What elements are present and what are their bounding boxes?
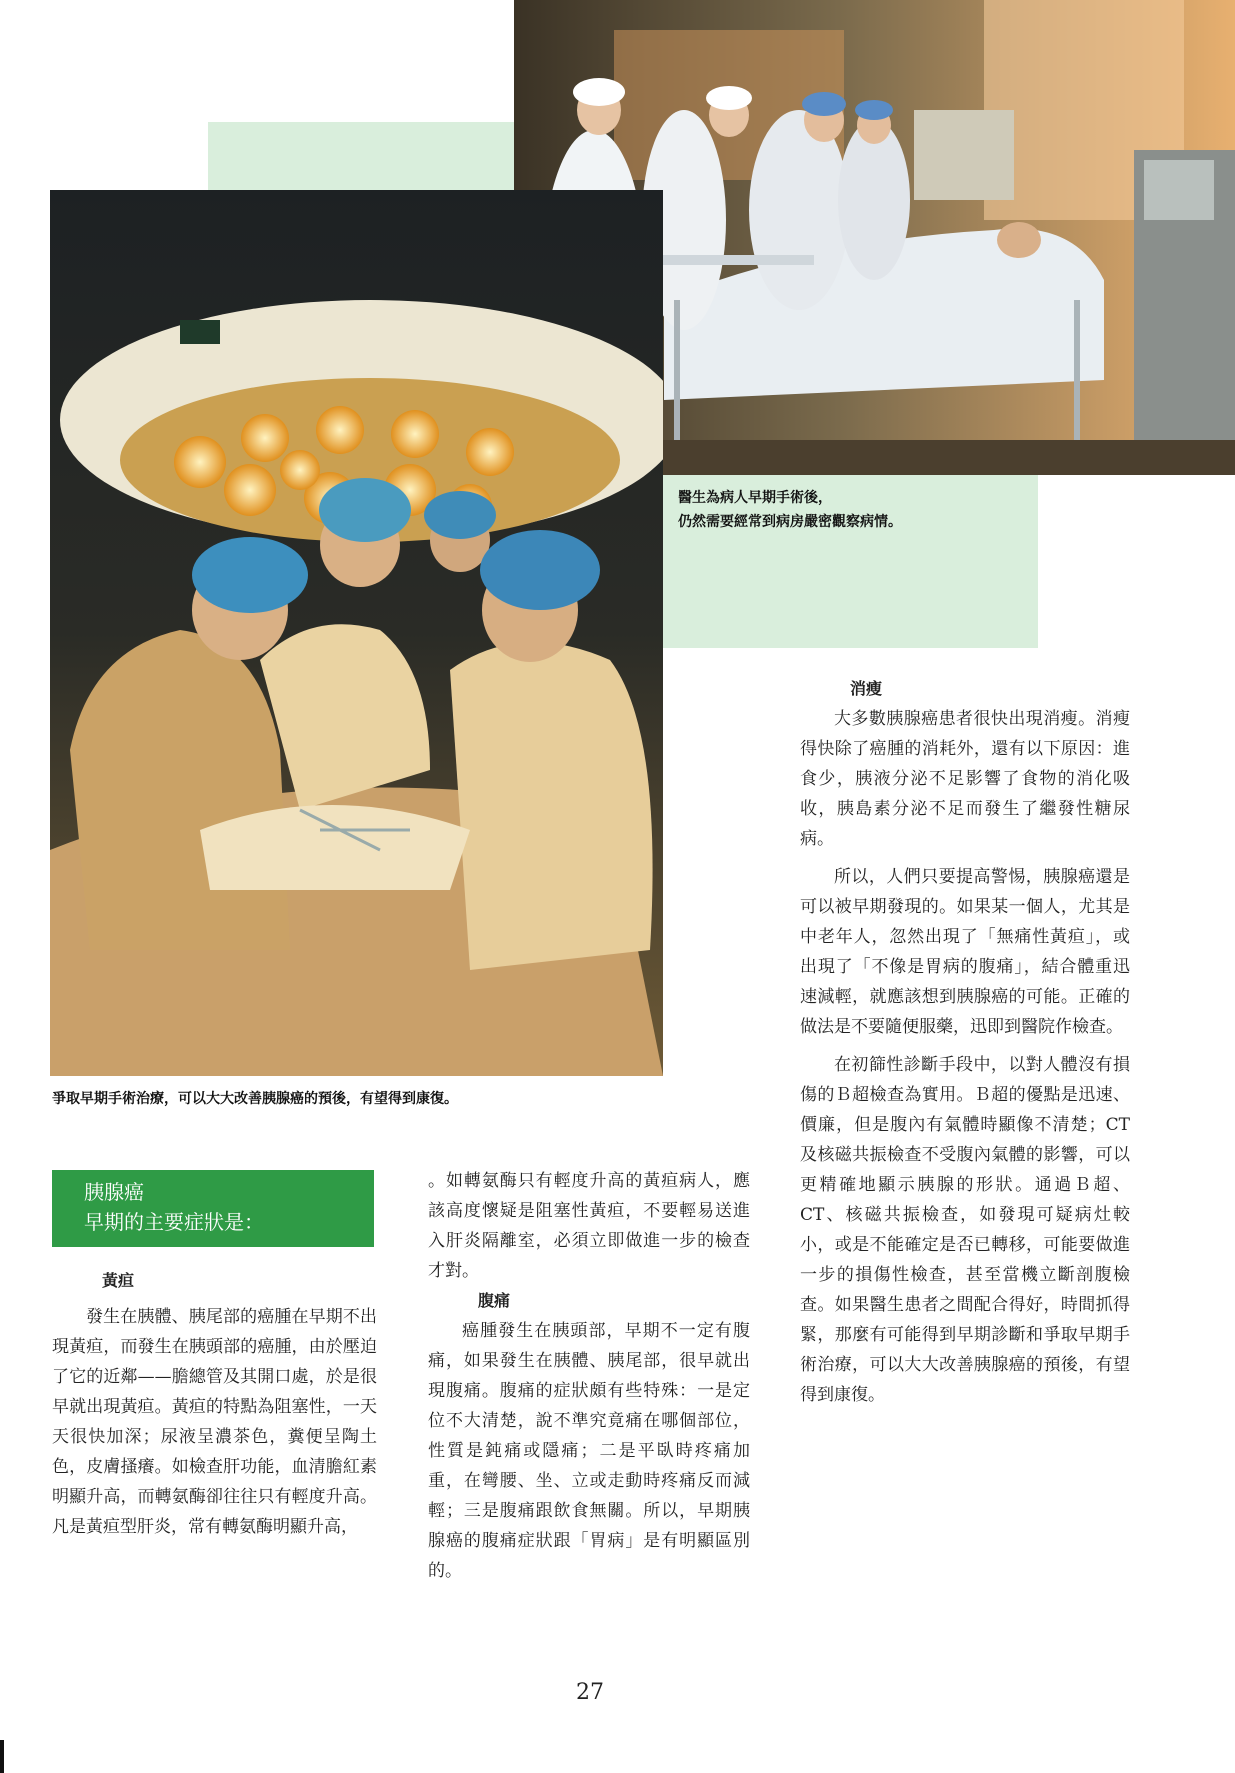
paragraph-jaundice-continued: 。如轉氨酶只有輕度升高的黃疸病人，應該高度懷疑是阻塞性黃疸，不要輕易送進入肝炎隔離室，必須立即做進一步的檢查才對。	[428, 1171, 750, 1281]
section-title-line-2: 早期的主要症狀是：	[84, 1210, 264, 1234]
paragraph-weight-loss: 大多數胰腺癌患者很快出現消瘦。消瘦得快除了癌腫的消耗外，還有以下原因：進食少，胰液分泌不足影響了食物的消化吸收，胰島素分泌不足而發生了繼發性糖尿病。	[800, 709, 1130, 849]
surgery-photo-caption: 爭取早期手術治療，可以大大改善胰腺癌的預後，有望得到康復。	[52, 1091, 458, 1107]
section-title-box	[52, 1170, 374, 1247]
ward-photo-caption	[678, 486, 978, 534]
paragraph-early-detection: 所以，人們只要提高警惕，胰腺癌還是可以被早期發現的。如果某一個人，尤其是中老年人，忽然出現了「無痛性黃疸」，或出現了「不像是胃病的腹痛」，結合體重迅速減輕，就應該想到胰腺癌的可能。正確的做法是不要隨便服藥，迅即到醫院作檢查。	[800, 867, 1130, 1037]
decorative-green-band-top	[208, 122, 518, 190]
surgery-photo	[50, 190, 663, 1076]
text-column-1	[52, 1266, 377, 1542]
heading-jaundice: 黃疸	[102, 1271, 135, 1290]
paragraph-abdominal-pain: 癌腫發生在胰頭部，早期不一定有腹痛，如果發生在胰體、胰尾部，很早就出現腹痛。腹痛的症狀頗有些特殊：一是定位不大清楚，說不準究竟痛在哪個部位，性質是鈍痛或隱痛；二是平臥時疼痛加重，在彎腰、坐、立或走動時疼痛反而減輕；三是腹痛跟飲食無關。所以，早期胰腺癌的腹痛症狀跟「胃病」是有明顯區別的。	[428, 1321, 750, 1581]
ward-caption-line-2: 仍然需要經常到病房嚴密觀察病情。	[678, 514, 902, 530]
heading-abdominal-pain: 腹痛	[478, 1291, 511, 1310]
edge-mark	[0, 1740, 4, 1773]
heading-weight-loss: 消瘦	[850, 679, 883, 698]
text-column-3	[800, 674, 1130, 1410]
text-column-2	[428, 1166, 750, 1586]
ward-caption-line-1: 醫生為病人早期手術後，	[678, 490, 832, 506]
section-title-line-1: 胰腺癌	[84, 1180, 144, 1204]
paragraph-diagnosis: 在初篩性診斷手段中，以對人體沒有損傷的Ｂ超檢查為實用。Ｂ超的優點是迅速、價廉，但是腹內有氣體時顯像不清楚；CT及核磁共振檢查不受腹內氣體的影響，可以更精確地顯示胰腺的形狀。通過Ｂ超、CT、核磁共振檢查，如發現可疑病灶較小，或是不能確定是否已轉移，可能要做進一步的損傷性檢查，甚至當機立斷剖腹檢查。如果醫生患者之間配合得好，時間抓得緊，那麼有可能得到早期診斷和爭取早期手術治療，可以大大改善胰腺癌的預後，有望得到康復。	[800, 1055, 1130, 1405]
paragraph-jaundice: 發生在胰體、胰尾部的癌腫在早期不出現黃疸，而發生在胰頭部的癌腫，由於壓迫了它的近鄰——膽總管及其開口處，於是很早就出現黃疸。黃疸的特點為阻塞性，一天天很快加深；尿液呈濃茶色，糞便呈陶土色，皮膚搔癢。如檢查肝功能，血清膽紅素明顯升高，而轉氨酶卻往往只有輕度升高。凡是黃疸型肝炎，常有轉氨酶明顯升高，	[52, 1307, 377, 1537]
page-number: 27	[576, 1680, 604, 1705]
